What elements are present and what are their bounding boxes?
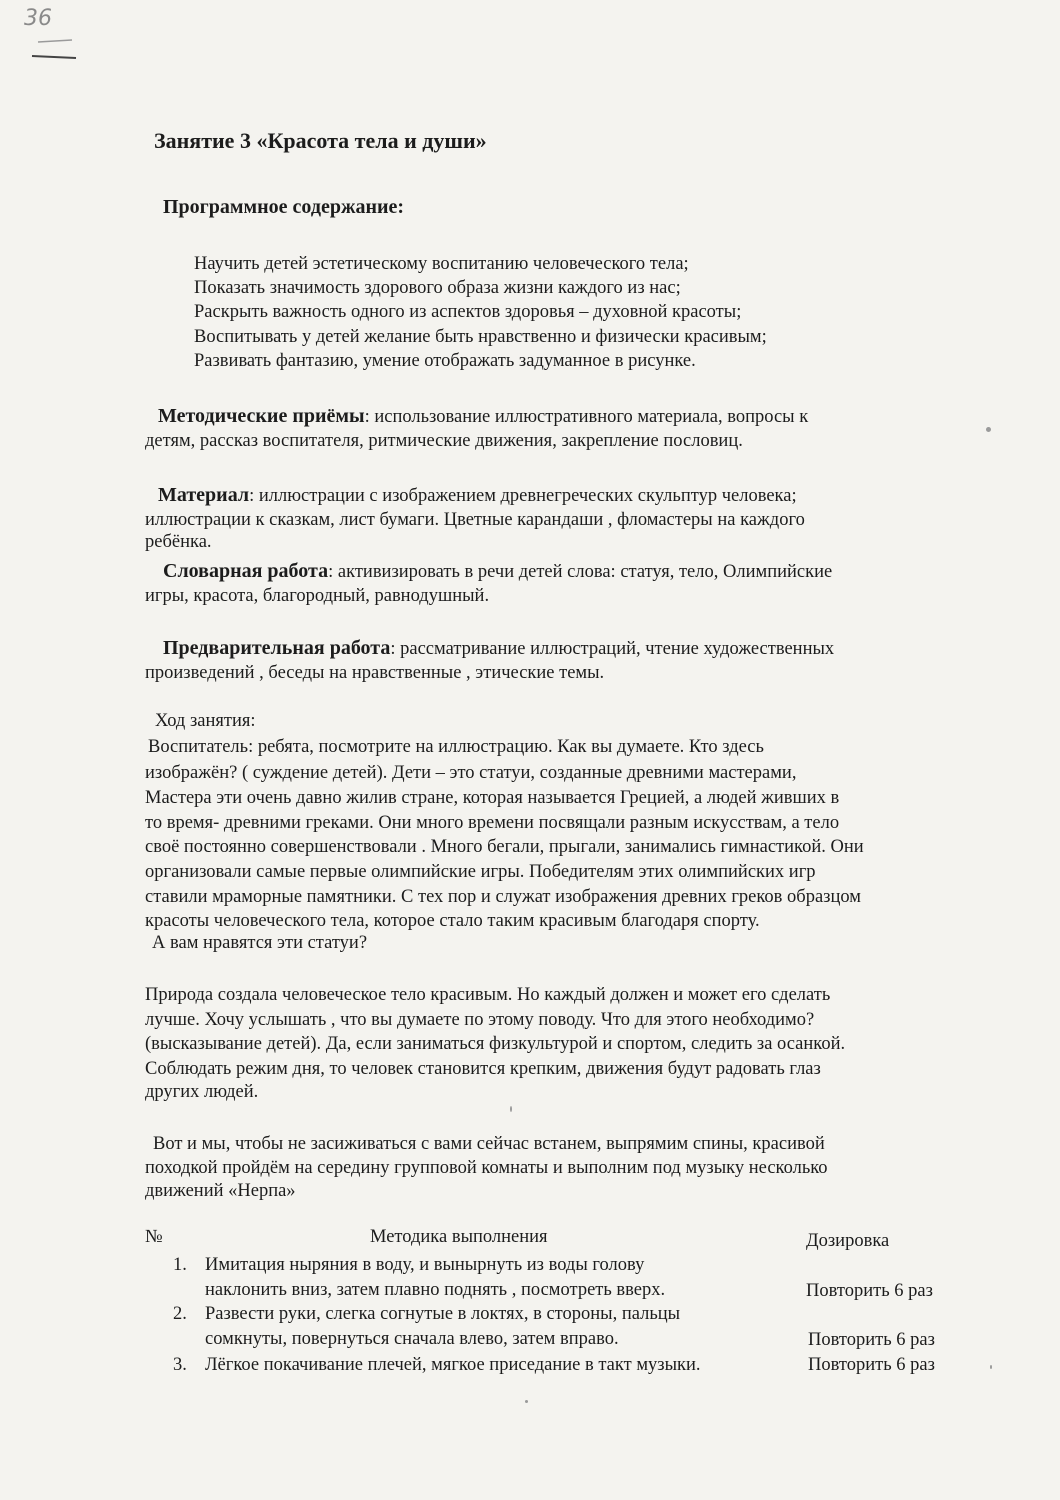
lesson-heading: Ход занятия:	[155, 711, 256, 731]
lesson-line: ставили мраморные памятники. С тех пор и служат изображения древних греков образцом	[145, 887, 861, 907]
lesson-line: Мастера эти очень давно жилив стране, которая называется Грецией, а людей живших в	[145, 788, 840, 808]
nature-line: других людей.	[145, 1082, 259, 1102]
exercise-line: походкой пройдём на середину групповой комнаты и выполним под музыку несколько	[145, 1158, 828, 1178]
lesson-title: Занятие 3 «Красота тела и души»	[154, 128, 487, 153]
vocabulary-label: Словарная работа	[163, 560, 329, 582]
preliminary-text: : рассматривание иллюстраций, чтение художественных	[390, 639, 835, 659]
preliminary-line: произведений , беседы на нравственные , этические темы.	[145, 663, 605, 683]
material-label: Материал	[158, 484, 250, 506]
table-row-method: наклонить вниз, затем плавно поднять , посмотреть вверх.	[205, 1280, 666, 1300]
scan-speck	[510, 1106, 512, 1112]
table-header-method: Методика выполнения	[370, 1227, 548, 1247]
table-row-method: Лёгкое покачивание плечей, мягкое приседание в такт музыки.	[205, 1355, 701, 1375]
table-row-dose: Повторить 6 раз	[806, 1281, 933, 1301]
vocabulary-paragraph	[163, 560, 832, 583]
table-row-num: 1.	[173, 1255, 187, 1275]
table-row-method: Развести руки, слегка согнутые в локтях, в стороны, пальцы	[205, 1304, 681, 1324]
vocabulary-text: : активизировать в речи детей слова: статуя, тело, Олимпийские	[328, 562, 833, 582]
table-row-method: сомкнуты, повернуться сначала влево, затем вправо.	[205, 1329, 619, 1349]
nature-line: (высказывание детей). Да, если заниматься физкультурой и спортом, следить за осанкой.	[145, 1034, 846, 1054]
scan-speck	[525, 1400, 528, 1403]
methods-line: детям, рассказ воспитателя, ритмические движения, закрепление пословиц.	[145, 431, 743, 451]
methods-label: Методические приёмы	[158, 405, 365, 427]
lesson-line: Воспитатель: ребята, посмотрите на иллюстрацию. Как вы думаете. Кто здесь	[148, 737, 764, 757]
nature-line: Соблюдать режим дня, то человек становится крепким, движения будут радовать глаз	[145, 1059, 821, 1079]
lesson-line: организовали самые первые олимпийские игры. Победителям этих олимпийских игр	[145, 862, 816, 882]
program-item: Научить детей эстетическому воспитанию человеческого тела;	[194, 254, 689, 274]
program-item: Воспитывать у детей желание быть нравственно и физически красивым;	[194, 327, 767, 347]
exercise-line: Вот и мы, чтобы не засиживаться с вами сейчас встанем, выпрямим спины, красивой	[153, 1134, 825, 1154]
program-item: Раскрыть важность одного из аспектов здоровья – духовной красоты;	[194, 302, 742, 322]
program-item: Показать значимость здорового образа жизни каждого из нас;	[194, 278, 681, 298]
table-header-dose: Дозировка	[806, 1231, 890, 1251]
nature-line: Природа создала человеческое тело красивым. Но каждый должен и может его сделать	[145, 985, 831, 1005]
table-row-dose: Повторить 6 раз	[808, 1355, 935, 1375]
table-row-num: 2.	[173, 1304, 187, 1324]
material-line: ребёнка.	[145, 532, 212, 552]
nature-line: лучше. Хочу услышать , что вы думаете по этому поводу. Что для этого необходимо?	[145, 1010, 815, 1030]
scan-speck	[990, 1365, 992, 1369]
material-paragraph	[158, 484, 797, 507]
vocabulary-line: игры, красота, благородный, равнодушный.	[145, 586, 490, 606]
table-header-num: №	[145, 1227, 163, 1247]
material-line: иллюстрации к сказкам, лист бумаги. Цветные карандаши , фломастеры на каждого	[145, 510, 805, 530]
pen-mark-icon	[30, 34, 80, 62]
program-heading: Программное содержание:	[163, 196, 405, 218]
material-text: : иллюстрации с изображением древнегреческих скульптур человека;	[249, 486, 797, 506]
table-row-dose: Повторить 6 раз	[808, 1330, 935, 1350]
methods-paragraph	[158, 405, 808, 428]
lesson-line: А вам нравятся эти статуи?	[152, 933, 368, 953]
program-item: Развивать фантазию, умение отображать задуманное в рисунке.	[194, 351, 696, 371]
preliminary-label: Предварительная работа	[163, 637, 391, 659]
preliminary-paragraph	[163, 637, 834, 660]
lesson-line: изображён? ( суждение детей). Дети – это статуи, созданные древними мастерами,	[145, 763, 797, 783]
lesson-line: то время- древними греками. Они много времени посвящали разным искусствам, а тело	[145, 813, 840, 833]
lesson-line: красоты человеческого тела, которое стало таким красивым благодаря спорту.	[145, 911, 760, 931]
methods-text: : использование иллюстративного материала, вопросы к	[364, 407, 809, 427]
table-row-num: 3.	[173, 1355, 187, 1375]
lesson-line: своё постоянно совершенствовали . Много бегали, прыгали, занимались гимнастикой. Они	[145, 837, 864, 857]
scan-speck	[986, 427, 991, 432]
page-number: 36	[24, 6, 52, 31]
table-row-method: Имитация ныряния в воду, и вынырнуть из воды голову	[205, 1255, 645, 1275]
exercise-line: движений «Нерпа»	[145, 1181, 296, 1201]
